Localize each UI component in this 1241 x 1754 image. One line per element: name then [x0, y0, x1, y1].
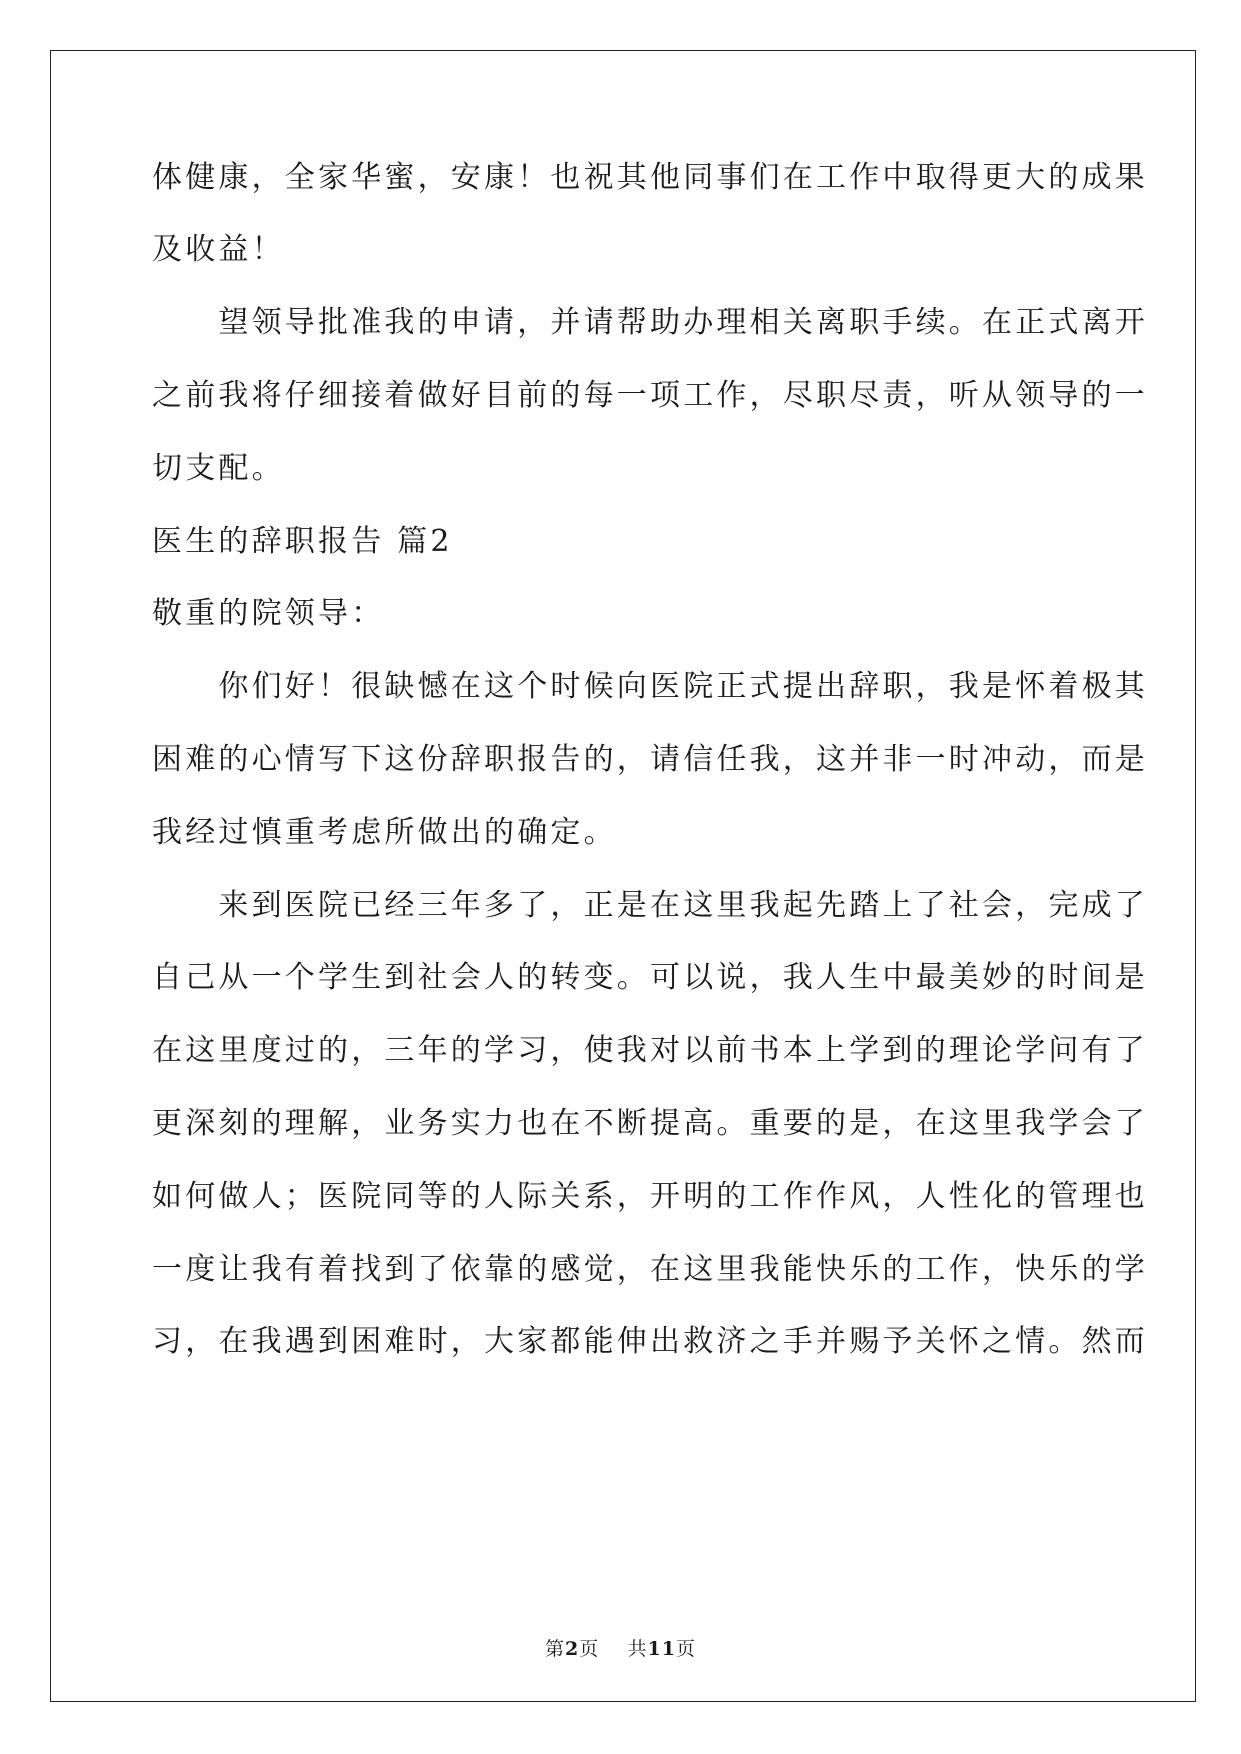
text-line: 之前我将仔细接着做好目前的每一项工作，尽职尽责，听从领导的一	[152, 378, 1148, 413]
text-line: 习，在我遇到困难时，大家都能伸出救济之手并赐予关怀之情。然而	[152, 1324, 1148, 1359]
text-line: 更深刻的理解，业务实力也在不断提高。重要的是，在这里我学会了	[152, 1106, 1148, 1141]
text-line: 一度让我有着找到了依靠的感觉，在这里我能快乐的工作，快乐的学	[152, 1252, 1148, 1287]
text-line: 我经过慎重考虑所做出的确定。	[152, 815, 617, 850]
text-line: 及收益！	[152, 232, 285, 267]
salutation: 敬重的院领导：	[152, 596, 385, 631]
text-line: 来到医院已经三年多了，正是在这里我起先踏上了社会，完成了	[152, 888, 1148, 923]
text-line: 你们好！很缺憾在这个时候向医院正式提出辞职，我是怀着极其	[152, 669, 1148, 704]
page-border	[50, 50, 1196, 1702]
text-line: 困难的心情写下这份辞职报告的，请信任我，这并非一时冲动，而是	[152, 742, 1148, 777]
text-line: 望领导批准我的申请，并请帮助办理相关离职手续。在正式离开	[152, 305, 1148, 340]
total-prefix: 共	[627, 1638, 648, 1660]
page-prefix: 第	[545, 1638, 566, 1660]
text-line: 在这里度过的，三年的学习，使我对以前书本上学到的理论学问有了	[152, 1033, 1148, 1068]
text-line: 体健康，全家华蜜，安康！也祝其他同事们在工作中取得更大的成果	[152, 160, 1148, 195]
text-line: 如何做人；医院同等的人际关系，开明的工作作风，人性化的管理也	[152, 1179, 1148, 1214]
text-line: 切支配。	[152, 451, 285, 486]
total-suffix: 页	[675, 1638, 696, 1660]
page-footer	[0, 1637, 1241, 1661]
page-number: 2	[565, 1638, 580, 1660]
page-suffix: 页	[579, 1638, 600, 1660]
section-heading: 医生的辞职报告 篇2	[152, 524, 453, 559]
text-line: 自己从一个学生到社会人的转变。可以说，我人生中最美妙的时间是	[152, 960, 1148, 995]
total-pages: 11	[647, 1638, 676, 1660]
